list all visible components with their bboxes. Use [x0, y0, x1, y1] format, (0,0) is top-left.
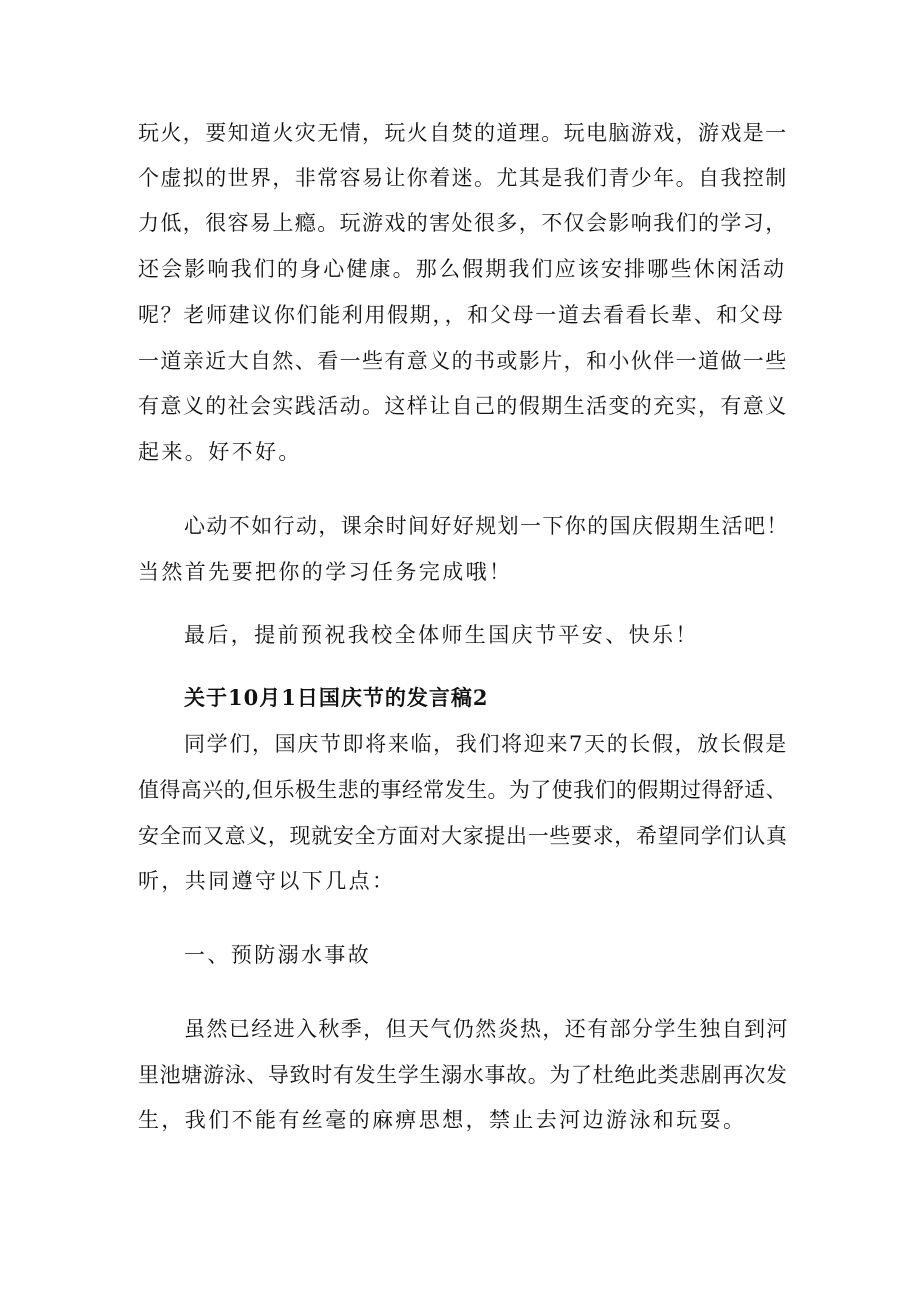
paragraph-line: 虽然已经进入秋季，但天气仍然炎热，还有部分学生独自到河 [184, 1017, 789, 1041]
paragraph-line: 呢？老师建议你们能利用假期，，和父母一道去看看长辈、和父母 [138, 303, 785, 327]
section-heading: 关于10月1日国庆节的发言稿2 [184, 685, 489, 710]
paragraph-line: 安全而又意义，现就安全方面对大家提出一些要求，希望同学们认真 [138, 824, 788, 848]
paragraph-line: 听，共同遵守以下几点： [138, 869, 396, 893]
paragraph-line: 生，我们不能有丝毫的麻痹思想，禁止去河边游泳和玩耍。 [138, 1108, 747, 1132]
paragraph-line: 值得高兴的,但乐极生悲的事经常发生。为了使我们的假期过得舒适、 [138, 778, 788, 802]
paragraph-line: 当然首先要把你的学习任务完成哦！ [138, 560, 513, 584]
subheading-line: 一、预防溺水事故 [184, 943, 372, 967]
paragraph-line: 同学们，国庆节即将来临，我们将迎来7天的长假，放长假是 [184, 732, 788, 756]
paragraph-line: 玩火，要知道火灾无情，玩火自焚的道理。玩电脑游戏，游戏是一 [138, 121, 788, 145]
paragraph-line: 个虚拟的世界，非常容易让你着迷。尤其是我们青少年。自我控制 [138, 166, 788, 190]
paragraph-line: 起来。好不好。 [138, 440, 302, 464]
paragraph-line: 有意义的社会实践活动。这样让自己的假期生活变的充实，有意义 [138, 394, 788, 418]
paragraph-line: 心动不如行动，课余时间好好规划一下你的国庆假期生活吧！ [184, 514, 789, 538]
paragraph-line: 一道亲近大自然、看一些有意义的书或影片，和小伙伴一道做一些 [138, 349, 788, 373]
paragraph-line: 还会影响我们的身心健康。那么假期我们应该安排哪些休闲活动 [138, 257, 787, 281]
paragraph-line: 力低，很容易上瘾。玩游戏的害处很多，不仅会影响我们的学习， [138, 211, 788, 235]
paragraph-line: 里池塘游泳、导致时有发生学生溺水事故。为了杜绝此类悲剧再次发 [138, 1063, 788, 1087]
paragraph-line: 最后，提前预祝我校全体师生国庆节平安、快乐！ [184, 623, 699, 647]
